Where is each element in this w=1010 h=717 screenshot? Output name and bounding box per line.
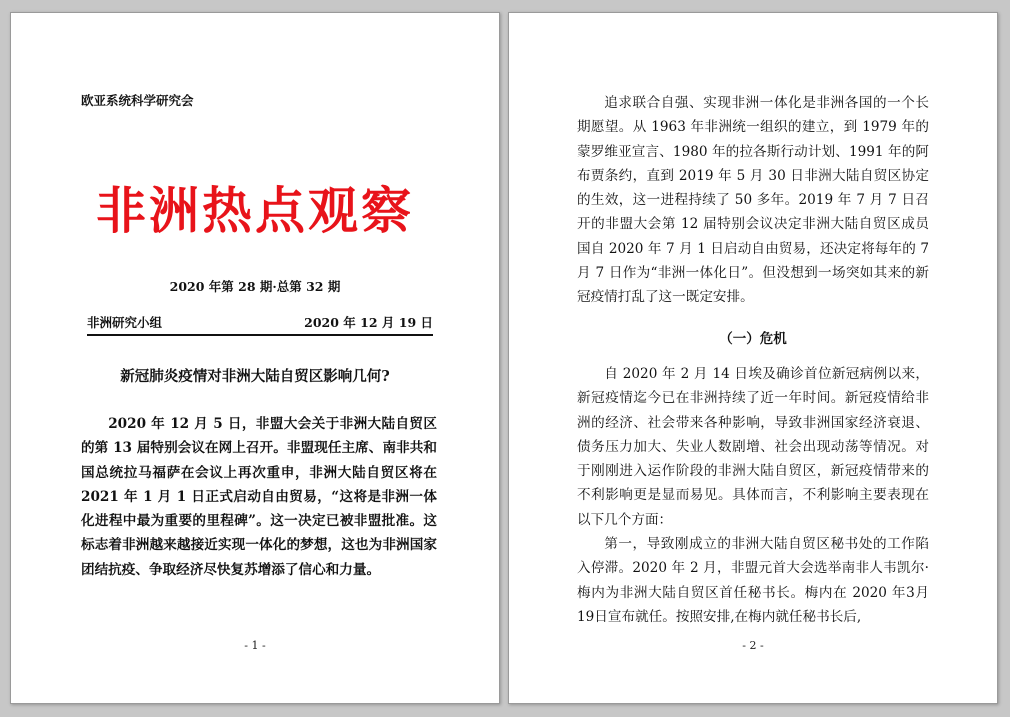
organization-name: 欧亚系统科学研究会 xyxy=(81,93,194,108)
paragraph: 自 2020 年 2 月 14 日埃及确诊首位新冠病例以来，新冠疫情迄今已在非洲持续了近一年时间。新冠疫情给非洲的经济、社会带来各种影响，导致非洲国家经济衰退、债务压力加大、失业人数剧增、社会出现动荡等情况。对于刚刚进入运作阶段的非洲大陆自贸区，新冠疫情带来的不利影响更是显而易见。具体而言，不利影响主要表现在以下几个方面： xyxy=(577,366,929,528)
masthead-title: 非洲热点观察 xyxy=(96,181,414,240)
article-body xyxy=(577,91,929,310)
article-title: 新冠肺炎疫情对非洲大陆自贸区影响几何? xyxy=(120,368,390,385)
issue-number: 2020 年第 28 期·总第 32 期 xyxy=(169,279,341,294)
page-number: - 1 - xyxy=(244,639,266,652)
page-number: - 2 - xyxy=(742,639,764,652)
research-group: 非洲研究小组 xyxy=(87,315,163,330)
header-divider xyxy=(87,334,433,336)
paragraph: 第一，导致刚成立的非洲大陆自贸区秘书处的工作陷入停滞。2020 年 2 月，非盟元首大会选举南非人韦凯尔·梅内为非洲大陆自贸区首任秘书长。梅内在 2020 年3月19日宣布就任。按照安排,在梅内就任秘书长后, xyxy=(577,536,929,625)
document-page-1 xyxy=(10,12,500,704)
document-page-2 xyxy=(508,12,998,704)
paragraph: 2020 年 12 月 5 日，非盟大会关于非洲大陆自贸区的第 13 届特别会议在网上召开。非盟现任主席、南非共和国总统拉马福萨在会议上再次重申，非洲大陆自贸区将在 2021 年 1 月 1 日正式启动自由贸易，“这将是非洲一体化进程中最为重要的里程碑”。这一决定已被非盟批准。这标志着非洲越来越接近实现一体化的梦想，这也为非洲国家团结抗疫、争取经济尽快复苏增添了信心和力量。 xyxy=(81,416,437,578)
section-heading: （一）危机 xyxy=(719,331,787,347)
publication-date: 2020 年 12 月 19 日 xyxy=(304,315,433,330)
paragraph: 追求联合自强、实现非洲一体化是非洲各国的一个长期愿望。从 1963 年非洲统一组织的建立，到 1979 年的蒙罗维亚宣言、1980 年的拉各斯行动计划、1991 年的阿布贾条约，直到 2019 年 5 月 30 日非洲大陆自贸区协定的生效，这一进程持续了 50 多年。2019 年 7 月 7 日召开的非盟大会第 12 届特别会议决定非洲大陆自贸区成员国自 2020 年 7 月 1 日启动自由贸易，还决定将每年的 7 月 7 日作为“非洲一体化日”。但没想到一场突如其来的新冠疫情打乱了这一既定安排。 xyxy=(577,95,929,306)
article-body xyxy=(577,362,929,629)
article-body xyxy=(81,412,437,582)
